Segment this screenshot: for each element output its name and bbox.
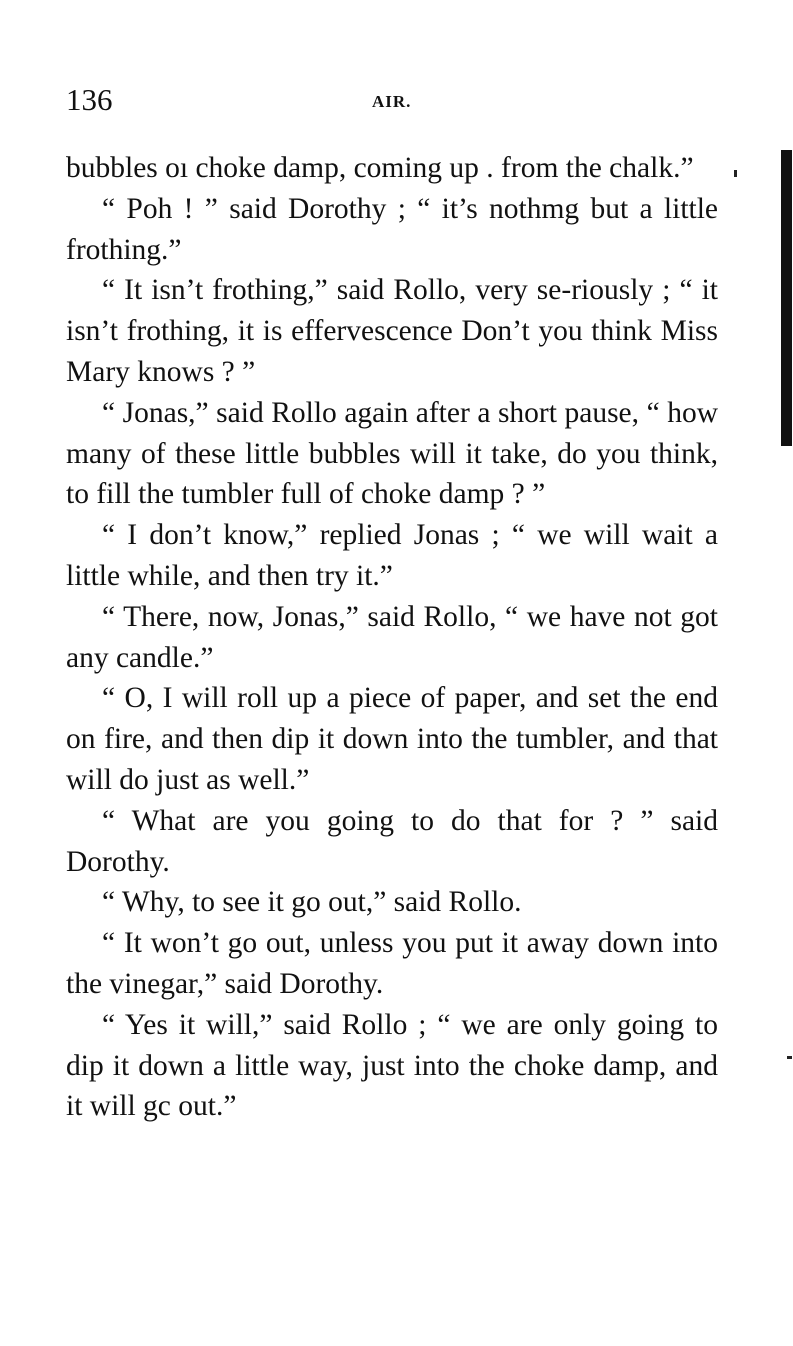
paragraph: “ Why, to see it go out,” said Rollo. xyxy=(102,886,522,919)
body-text xyxy=(66,148,718,1127)
scan-speck xyxy=(734,170,737,177)
scan-speck xyxy=(787,1056,792,1059)
scan-edge-shadow xyxy=(781,150,792,446)
paragraph: “ It isn’t frothing,” said Rollo, very se-riously ; “ it isn’t frothing, it is effervescence Don’t you think Miss Mary knows ? ” xyxy=(66,274,718,388)
paragraph: “ It won’t go out, unless you put it away down into the vinegar,” said Dorothy. xyxy=(66,927,718,1000)
paragraph: “ Poh ! ” said Dorothy ; “ it’s nothmg but a little frothing.” xyxy=(66,192,718,266)
paragraph: “ There, now, Jonas,” said Rollo, “ we have not got any candle.” xyxy=(66,600,718,674)
paragraph: “ What are you going to do that for ? ” said Dorothy. xyxy=(66,804,718,878)
page-number: 136 xyxy=(66,82,113,117)
paragraph: bubbles oı choke damp, coming up . from the chalk.” xyxy=(66,152,694,184)
paragraph: “ I don’t know,” replied Jonas ; “ we will wait a little while, and then try it.” xyxy=(66,519,718,592)
paragraph: “ O, I will roll up a piece of paper, and set the end on fire, and then dip it down into the tumbler, and that will do just as well.” xyxy=(66,682,718,796)
page-header xyxy=(66,80,726,124)
running-head: AIR. xyxy=(372,92,412,111)
paragraph: “ Jonas,” said Rollo again after a short pause, “ how many of these little bubbles will it take, do you think, to fill the tumbler full of choke damp ? ” xyxy=(66,396,718,511)
paragraph: “ Yes it will,” said Rollo ; “ we are only going to dip it down a little way, just into the choke damp, and it will gc out.” xyxy=(66,1008,718,1123)
